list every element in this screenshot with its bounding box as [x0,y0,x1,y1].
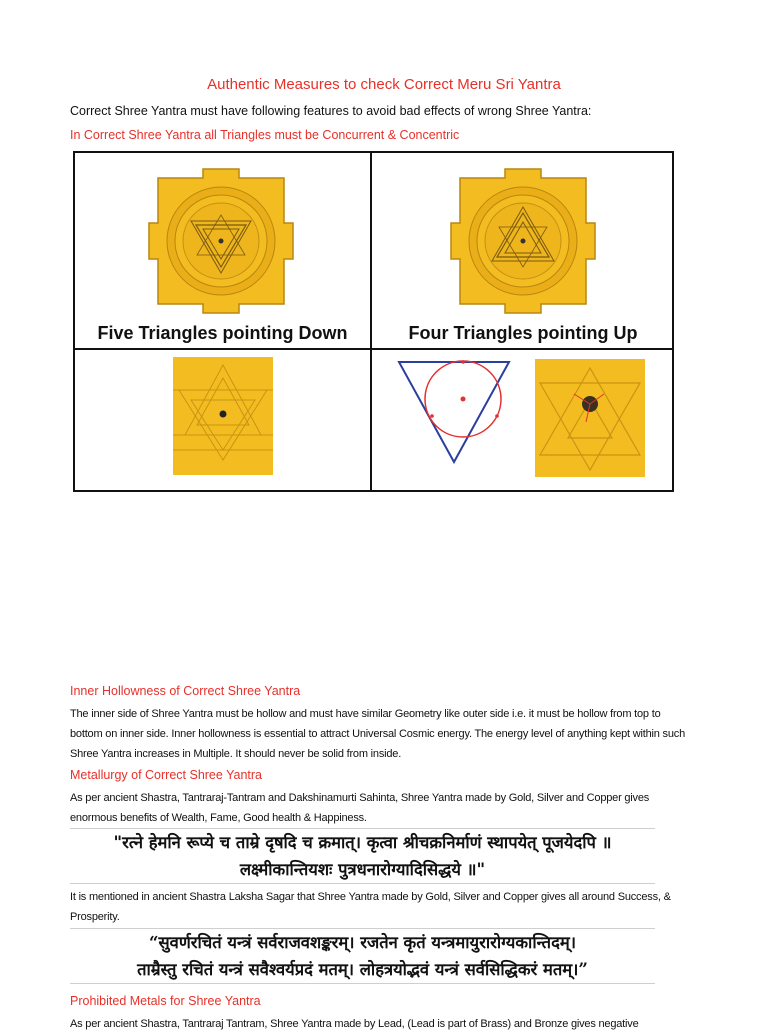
yantra-figure-grid [73,151,674,492]
caption-five-triangles-down: Five Triangles pointing Down [97,323,348,343]
subheading-concentric: In Correct Shree Yantra all Triangles must be Concurrent & Concentric [70,128,460,142]
yantra-down-image [75,153,370,348]
yantra-center-detail-image [75,350,370,492]
metallurgy-paragraph: As per ancient Shastra, Tantraraj-Tantram and Dakshinamurti Sahinta, Shree Yantra made by Gold, Silver and Copper gives enormous benefits of Wealth, Fame, Good health & Happiness. [70,792,650,824]
yantra-detail-right-cell [372,350,674,492]
sanskrit-verse-2 [70,928,655,984]
page-title: Authentic Measures to check Correct Meru Sri Yantra [207,76,561,93]
yantra-detail-left-cell [75,350,370,492]
yantra-up-image [372,153,674,348]
yantra-down-cell [75,153,370,348]
verse-1-line-1: "रत्ने हेमनि रूप्ये च ताम्रे दृषदि च क्रमात्। कृत्वा श्रीचक्रनिर्माणं स्थापयेत् पूजयेदपि ॥ [113,833,612,852]
intro-text: Correct Shree Yantra must have following features to avoid bad effects of wrong Shree Yantra: [70,104,592,118]
laksha-sagar-paragraph: It is mentioned in ancient Shastra Laksha Sagar that Shree Yantra made by Gold, Silver and Copper gives all around Success, & Prosperity. [70,891,671,923]
caption-four-triangles-up: Four Triangles pointing Up [408,323,638,343]
sanskrit-verse-1 [70,828,655,884]
hollowness-paragraph: The inner side of Shree Yantra must be hollow and must have similar Geometry like outer side i.e. it must be hollow from top to bottom on inner side. Inner hollowness is essential to attract Universal Cosmic energy. The energy level of anything kept within such Shree Yantra increases in Multiple. It should never be solid from inside. [70,708,685,760]
triangle-circle-diagram [372,350,674,492]
yantra-up-cell [372,153,674,348]
verse-1-line-2: लक्ष्मीकान्तियशः पुत्रधनारोग्यादिसिद्धये ॥" [239,860,486,879]
verse-2-line-1: “सुवर्णरचितं यन्त्रं सर्वराजवशङ्करम्। रजतेन कृतं यन्त्रमायुरारोग्यकान्तिदम्। [149,933,576,952]
hollowness-heading: Inner Hollowness of Correct Shree Yantra [70,684,301,698]
prohibited-metals-heading: Prohibited Metals for Shree Yantra [70,994,261,1008]
metallurgy-heading: Metallurgy of Correct Shree Yantra [70,768,262,782]
prohibited-paragraph: As per ancient Shastra, Tantraraj Tantram, Shree Yantra made by Lead, (Lead is part of Brass) and Bronze gives negative [70,1018,639,1030]
verse-2-line-2: ताम्रैस्तु रचितं यन्त्रं सवैश्वर्यप्रदं मतम्। लोहत्रयोद्भवं यन्त्रं सर्वसिद्धिकरं मतम्।” [137,960,588,979]
